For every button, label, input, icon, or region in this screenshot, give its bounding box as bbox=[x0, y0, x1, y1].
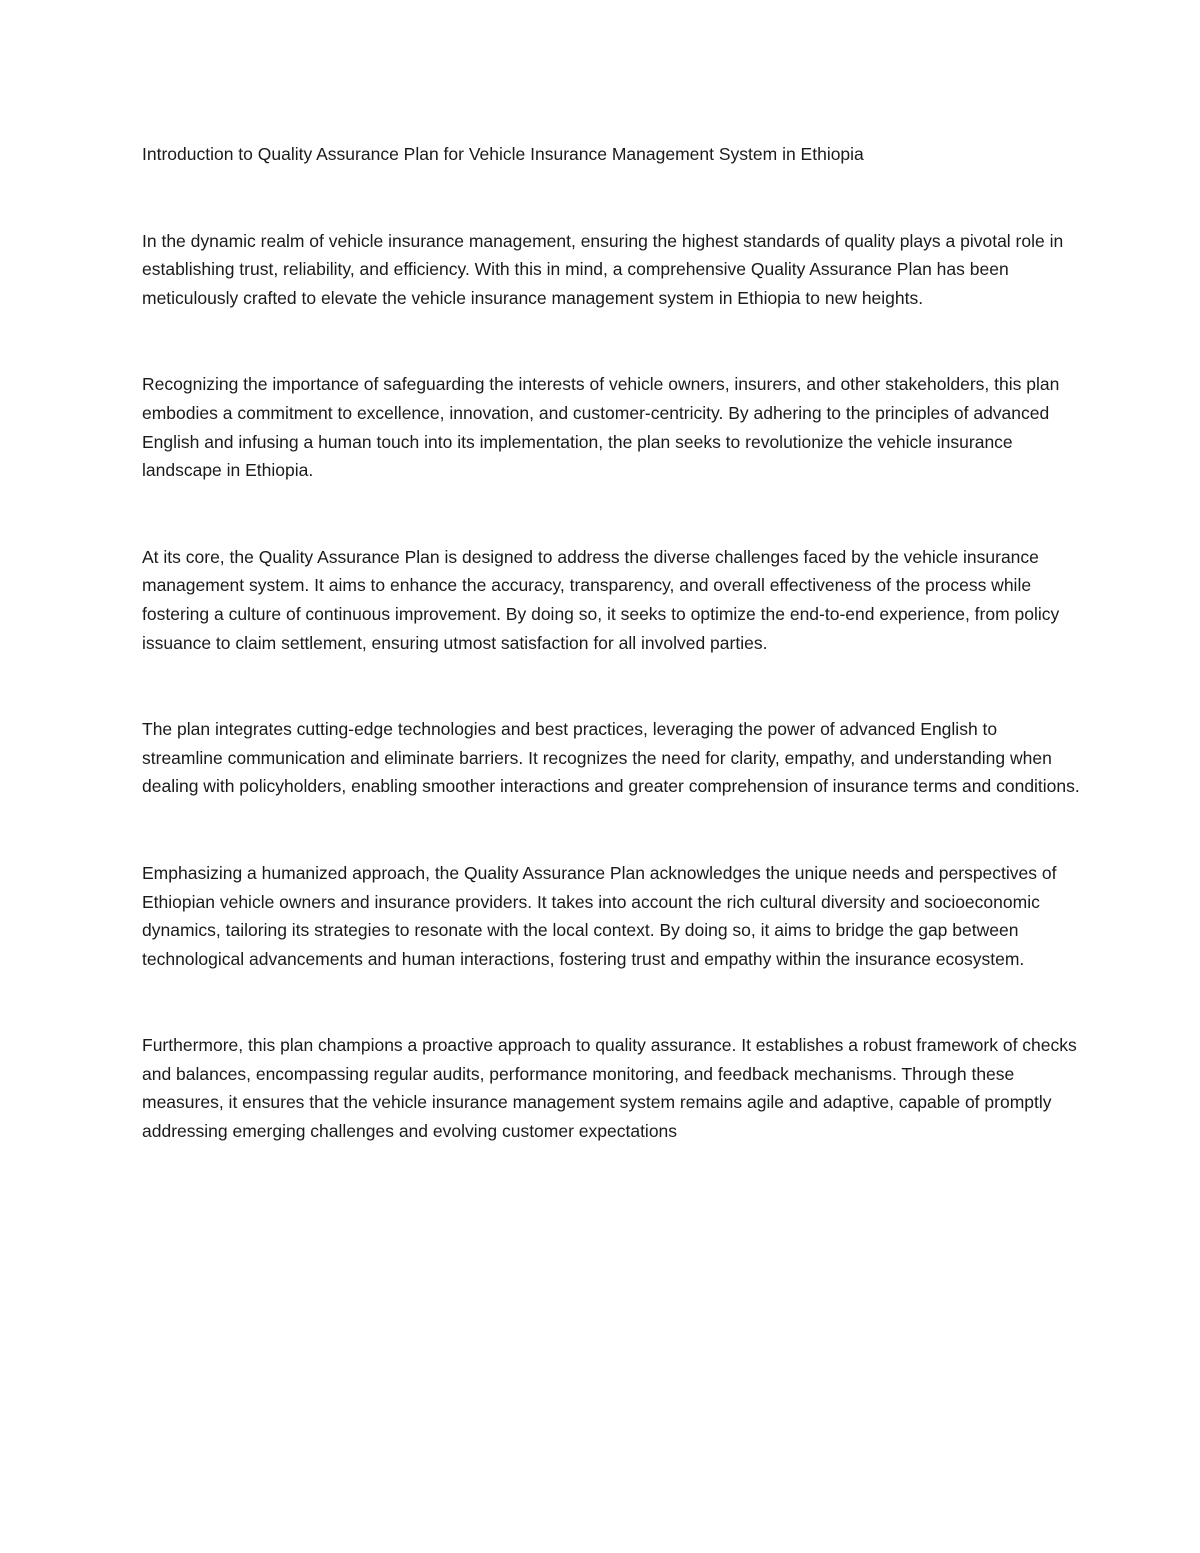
paragraph-technologies: The plan integrates cutting-edge technologies and best practices, leveraging the power of advanced English to streamline communication and eliminate barriers. It recognizes the need for clarity, empathy, and understanding when dealing with policyholders, enabling smoother interactions and greater comprehension of insurance terms and conditions. bbox=[142, 719, 1080, 797]
paragraph-recognizing: Recognizing the importance of safeguarding the interests of vehicle owners, insurers, and other stakeholders, this plan embodies a commitment to excellence, innovation, and customer-centricity. By adhering to the principles of advanced English and infusing a human touch into its implementation, the plan seeks to revolutionize the vehicle insurance landscape in Ethiopia. bbox=[142, 374, 1060, 481]
paragraph-proactive: Furthermore, this plan champions a proactive approach to quality assurance. It establishes a robust framework of checks and balances, encompassing regular audits, performance monitoring, and feedback mechanisms. Through these measures, it ensures that the vehicle insurance management system remains agile and adaptive, capable of promptly addressing emerging challenges and evolving customer expectations bbox=[142, 1035, 1077, 1142]
paragraph-humanized: Emphasizing a humanized approach, the Quality Assurance Plan acknowledges the unique needs and perspectives of Ethiopian vehicle owners and insurance providers. It takes into account the rich cultural diversity and socioeconomic dynamics, tailoring its strategies to resonate with the local context. By doing so, it aims to bridge the gap between technological advancements and human interactions, fostering trust and empathy within the insurance ecosystem. bbox=[142, 862, 1057, 969]
paragraph-core: At its core, the Quality Assurance Plan is designed to address the diverse challenges faced by the vehicle insurance management system. It aims to enhance the accuracy, transparency, and overall effectiveness of the process while fostering a culture of continuous improvement. By doing so, it seeks to optimize the end-to-end experience, from policy issuance to claim settlement, ensuring utmost satisfaction for all involved parties. bbox=[142, 546, 1060, 653]
document-body bbox=[142, 140, 1082, 1146]
paragraph-intro: In the dynamic realm of vehicle insurance management, ensuring the highest standards of quality plays a pivotal role in establishing trust, reliability, and efficiency. With this in mind, a comprehensive Quality Assurance Plan has been meticulously crafted to elevate the vehicle insurance management system in Ethiopia to new heights. bbox=[142, 230, 1064, 308]
document-title: Introduction to Quality Assurance Plan for Vehicle Insurance Management System in Ethiopia bbox=[142, 144, 864, 164]
